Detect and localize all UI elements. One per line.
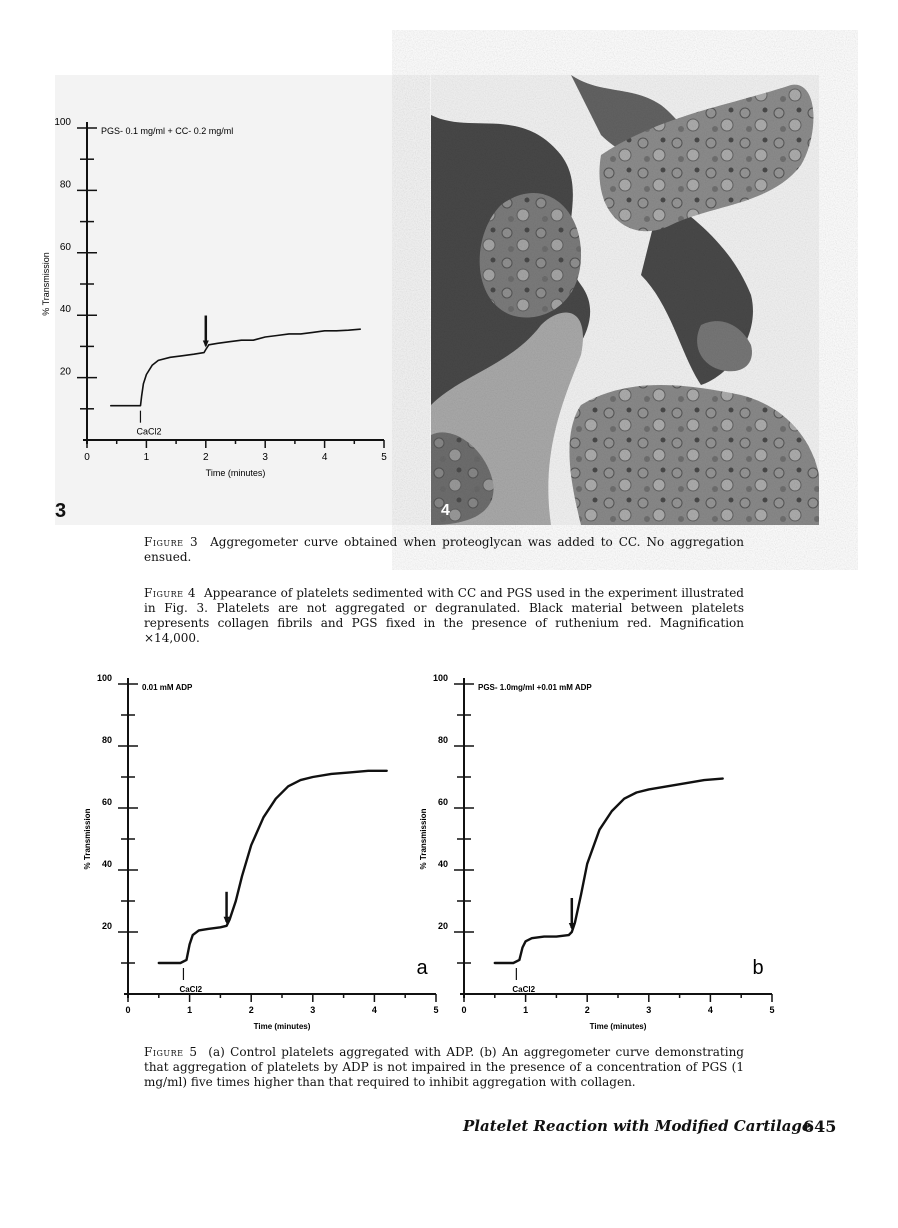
y-tick-label: 80 <box>101 735 112 745</box>
data-line <box>159 771 387 963</box>
y-tick-label: 60 <box>101 797 112 807</box>
chart-annotation: 0.01 mM ADP <box>142 683 193 692</box>
figure-3-caption <box>144 535 744 565</box>
x-tick-label: 0 <box>461 1005 467 1015</box>
figure-4-photo-label: 4 <box>441 502 450 519</box>
y-axis-label: % Transmission <box>41 252 51 316</box>
y-tick-label: 40 <box>101 859 112 869</box>
y-tick-label: 60 <box>437 797 448 807</box>
y-tick-label: 80 <box>437 735 448 745</box>
figure-4-caption <box>144 586 744 646</box>
figure-4-micrograph <box>431 75 819 525</box>
figure-3-background <box>55 75 430 525</box>
data-line <box>495 779 723 963</box>
figure-3-caption-label: Figure 3 <box>144 535 199 549</box>
y-tick-label: 20 <box>101 921 112 931</box>
running-title: Platelet Reaction with Modified Cartilage <box>463 1117 812 1135</box>
x-tick-label: 1 <box>523 1005 529 1015</box>
y-tick-label: 100 <box>96 673 112 683</box>
x-axis-label: Time (minutes) <box>253 1022 311 1031</box>
figure-4-caption-text: Appearance of platelets sedimented with CC and PGS used in the experiment illustrated in Fig. 3. Platelets are not aggregated or degranulated. Black material between platelets represents collagen fibrils and PGS fixed in the presence of ruthenium red. Magnification ×14,000. <box>144 586 744 645</box>
figure-5-caption-text: (a) Control platelets aggregated with ADP. (b) An aggregometer curve demonstrating that aggregation of platelets by ADP is not impaired in the presence of a concentration of PGS (1 mg/ml) five times higher than that required to inhibit aggregation with collagen. <box>144 1045 744 1089</box>
x-tick-label: 0 <box>84 452 90 463</box>
figure-3-caption-text: Aggregometer curve obtained when proteoglycan was added to CC. No aggregation ensued. <box>144 535 745 564</box>
x-tick-label: 4 <box>371 1005 377 1015</box>
panel-letter: a <box>416 957 428 979</box>
x-tick-label: 3 <box>646 1005 652 1015</box>
x-tick-label: 4 <box>321 452 328 463</box>
cacl2-label: CaCl2 <box>512 985 536 994</box>
x-tick-label: 5 <box>381 452 387 463</box>
y-tick-label: 100 <box>432 673 448 683</box>
figure-5b-chart <box>419 672 783 1032</box>
figure-5a-plot <box>83 673 439 1031</box>
y-tick-label: 40 <box>59 304 71 316</box>
x-tick-label: 1 <box>143 452 150 463</box>
figure-3-chart <box>41 75 430 525</box>
x-tick-label: 3 <box>310 1005 316 1015</box>
figure-3-number: 3 <box>55 500 67 522</box>
y-tick-label: 20 <box>437 921 448 931</box>
y-tick-label: 100 <box>54 117 71 128</box>
x-tick-label: 4 <box>707 1005 713 1015</box>
y-tick-label: 20 <box>59 366 71 378</box>
figure-5b-plot <box>419 673 775 1031</box>
y-axis-label: % Transmission <box>419 808 428 870</box>
y-axis-label: % Transmission <box>83 808 92 870</box>
figure-5a-chart <box>83 672 445 1032</box>
figure-5-caption-label: Figure 5 <box>144 1045 198 1059</box>
cacl2-label: CaCl2 <box>179 985 203 994</box>
x-tick-label: 2 <box>248 1005 254 1015</box>
chart-annotation: PGS- 1.0mg/ml +0.01 mM ADP <box>478 683 592 692</box>
page-number: 645 <box>803 1117 837 1136</box>
panel-letter: b <box>752 957 764 979</box>
x-axis-label: Time (minutes) <box>589 1022 647 1031</box>
x-tick-label: 0 <box>125 1005 131 1015</box>
x-tick-label: 2 <box>203 452 209 463</box>
x-tick-label: 2 <box>584 1005 590 1015</box>
figure-5-caption <box>144 1045 744 1090</box>
x-tick-label: 3 <box>262 452 268 463</box>
y-tick-label: 60 <box>59 241 71 253</box>
figure-4-caption-label: Figure 4 <box>144 586 197 600</box>
x-tick-label: 5 <box>769 1005 775 1015</box>
y-tick-label: 40 <box>437 859 448 869</box>
x-tick-label: 1 <box>187 1005 193 1015</box>
chart-annotation: PGS- 0.1 mg/ml + CC- 0.2 mg/ml <box>101 126 234 136</box>
cacl2-label: CaCl2 <box>136 426 162 437</box>
y-tick-label: 80 <box>59 179 71 191</box>
x-axis-label: Time (minutes) <box>205 468 266 478</box>
x-tick-label: 5 <box>433 1005 439 1015</box>
